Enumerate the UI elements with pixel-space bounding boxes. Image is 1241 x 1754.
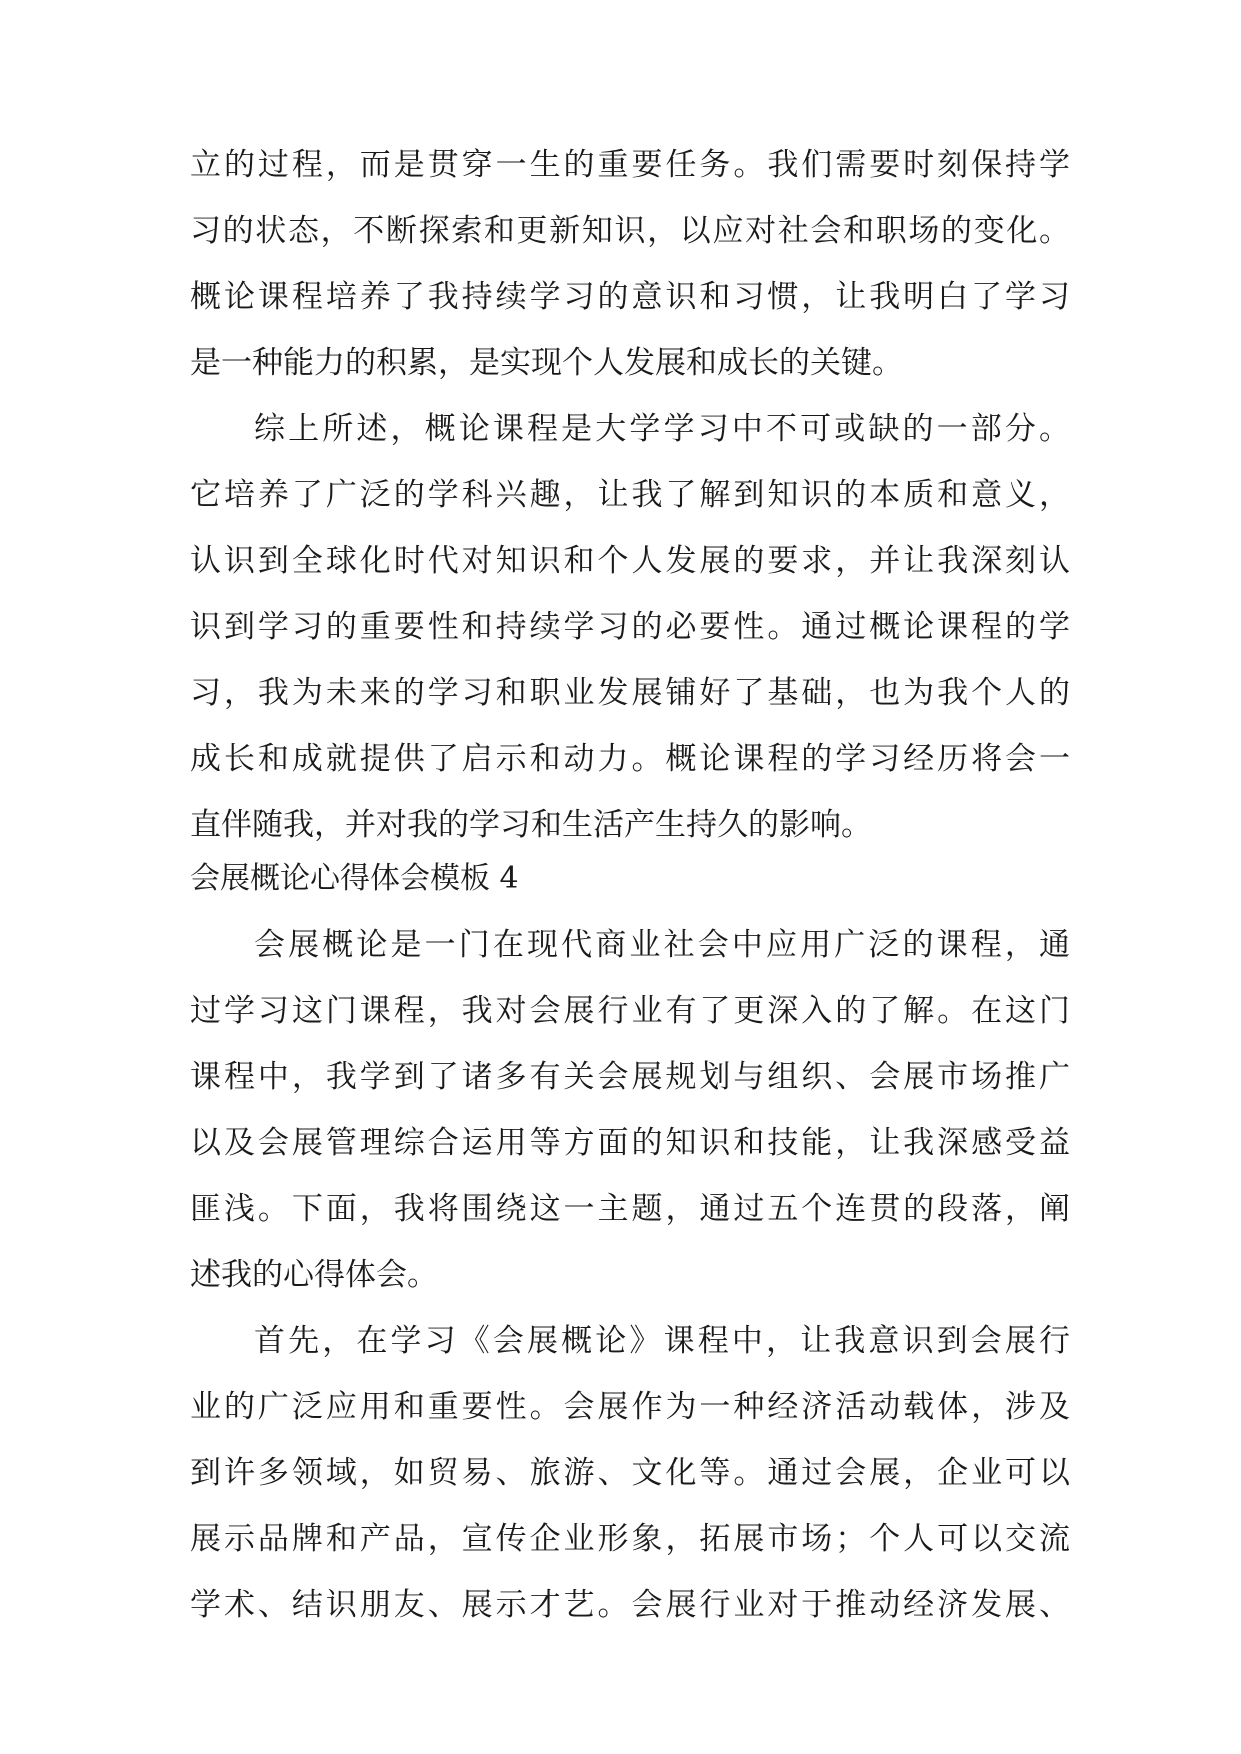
text-line: 会展概论是一门在现代商业社会中应用广泛的课程，通 xyxy=(254,927,1070,963)
text-line: 是一种能力的积累，是实现个人发展和成长的关键。 xyxy=(190,345,903,381)
text-line: 匪浅。下面，我将围绕这一主题，通过五个连贯的段落，阐 xyxy=(190,1191,1070,1227)
text-line: 综上所述，概论课程是大学学习中不可或缺的一部分。 xyxy=(254,411,1070,447)
paragraph-summary xyxy=(190,396,1070,858)
section-heading: 会展概论心得体会模板 4 xyxy=(190,861,519,896)
text-line: 它培养了广泛的学科兴趣，让我了解到知识的本质和意义， xyxy=(190,477,1070,513)
text-line: 到许多领域，如贸易、旅游、文化等。通过会展，企业可以 xyxy=(190,1455,1070,1491)
text-line: 成长和成就提供了启示和动力。概论课程的学习经历将会一 xyxy=(190,741,1070,777)
text-line: 课程中，我学到了诸多有关会展规划与组织、会展市场推广 xyxy=(190,1059,1070,1095)
text-line: 以及会展管理综合运用等方面的知识和技能，让我深感受益 xyxy=(190,1125,1070,1161)
paragraph-continuation xyxy=(190,132,1070,396)
text-line: 学术、结识朋友、展示才艺。会展行业对于推动经济发展、 xyxy=(190,1587,1070,1623)
text-line: 习的状态，不断探索和更新知识，以应对社会和职场的变化。 xyxy=(190,213,1070,249)
text-line: 业的广泛应用和重要性。会展作为一种经济活动载体，涉及 xyxy=(190,1389,1070,1425)
text-line: 认识到全球化时代对知识和个人发展的要求，并让我深刻认 xyxy=(190,543,1070,579)
text-line: 展示品牌和产品，宣传企业形象，拓展市场；个人可以交流 xyxy=(190,1521,1070,1557)
paragraph-first-point xyxy=(190,1308,1070,1638)
section-heading-block xyxy=(190,846,1070,912)
text-line: 识到学习的重要性和持续学习的必要性。通过概论课程的学 xyxy=(190,609,1070,645)
text-line: 习，我为未来的学习和职业发展铺好了基础，也为我个人的 xyxy=(190,675,1070,711)
text-line: 概论课程培养了我持续学习的意识和习惯，让我明白了学习 xyxy=(190,279,1070,315)
text-line: 过学习这门课程，我对会展行业有了更深入的了解。在这门 xyxy=(190,993,1070,1029)
paragraph-intro xyxy=(190,912,1070,1308)
text-line: 立的过程，而是贯穿一生的重要任务。我们需要时刻保持学 xyxy=(190,147,1070,183)
text-line: 首先，在学习《会展概论》课程中，让我意识到会展行 xyxy=(254,1323,1070,1359)
text-line: 述我的心得体会。 xyxy=(190,1257,438,1293)
text-line: 直伴随我，并对我的学习和生活产生持久的影响。 xyxy=(190,807,872,843)
